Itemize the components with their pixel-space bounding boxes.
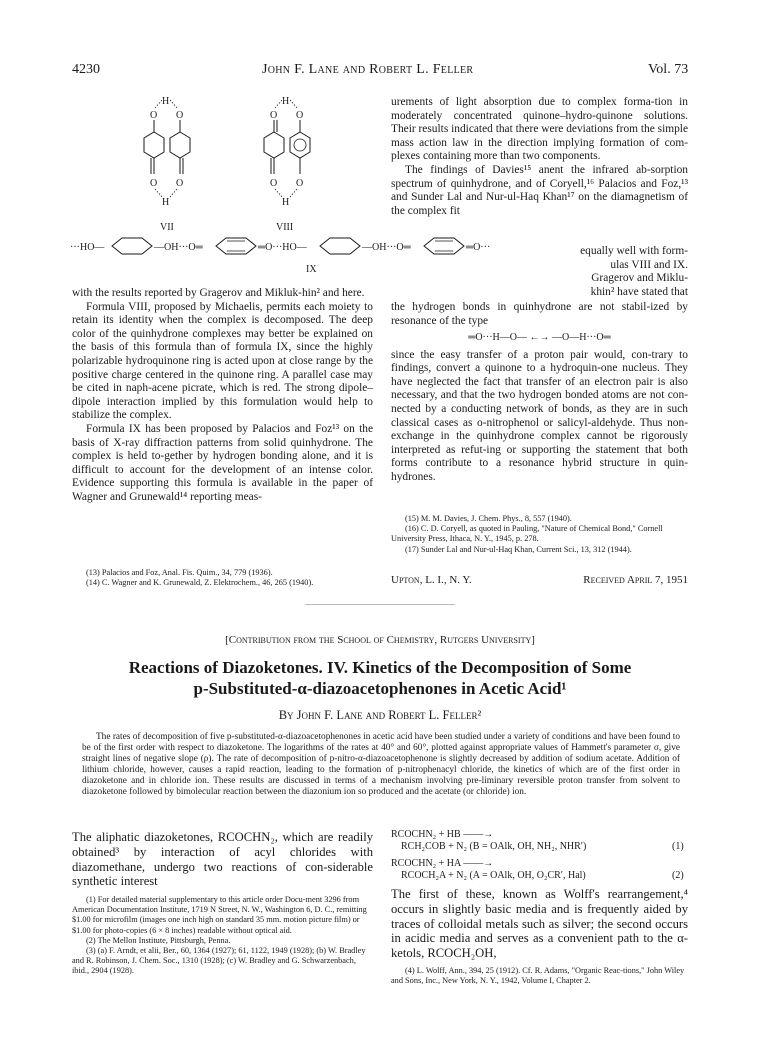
footnote-17: (17) Sunder Lal and Nur-ul-Haq Khan, Current Sci., 13, 312 (1944). [405,544,632,554]
contribution-line: [Contribution from the School of Chemistry, Rutgers University] [225,634,535,646]
right-footnotes [391,514,688,555]
paragraph-formula-ix: Formula IX has been proposed by Palacios and Foz¹³ on the basis of X-ray diffraction patterns from solid quinhydrone. The complex is held to-gether by hydrogen bonding alone, and it is difficult to account for the development of an intense color. Evidence supporting this formula is available in the paper of Wagner and Grunewald¹⁴ reporting meas- [72,422,373,503]
struct-vii-h-top: H [162,96,170,107]
page-number: 4230 [72,62,100,77]
left-column [72,287,373,505]
struct-viii-o4: O [296,178,304,189]
article-title-line2: p-Substituted-α-diazoacetophenones in Acetic Acid¹ [193,679,567,698]
paragraph-davies: The findings of Davies¹⁵ anent the infrared ab-sorption spectrum of quinhydrone, and of Coryell,¹⁶ Palacios and Foz,¹³ and Sunder Lal and Nur-ul-Haq Khan¹⁷ on the diamagnetism of the complex fit [391,163,688,217]
paragraph-davies-wrap-2: ulas VIII and IX. [610,258,688,271]
footnote-3: (3) (a) F. Arndt, et alii, Ber., 60, 1364 (1927); 61, 1122, 1949 (1928); (b) W. Bradley and R. Robinson, J. Chem. Soc., 1310 (1928); (c) W. Bradley and G. Schwarzenbach, ibid., 2904 (1928). [72,946,366,976]
struct-viii-h-top: H [282,96,290,107]
struct-vii-h-bottom: H [162,197,170,208]
received-date: Received April 7, 1951 [583,574,688,586]
paragraph-gragerov-wrap-2: khin² have stated that [590,285,688,298]
struct-ix-o-ho: ═O···HO— [258,242,307,253]
struct-vii-o1: O [150,110,158,121]
left-footnotes [72,568,373,588]
running-title: John F. Lane and Robert L. Feller [262,62,474,77]
abstract: The rates of decomposition of five p-substituted-α-diazoacetophenones in acetic acid have been studied under a variety of conditions and have been found to be of the first order with respect to diazoketone. The logarithms of the rates at 40° and 60°, plotted against appropriate values of Hammett's parameter σ, give straight lines of negative slope (ρ). The rate of decomposition of p-nitro-α-diazoacetophenone is slightly decreased by addition of sodium acetate. Addition of lithium chloride, however, causes a rapid reaction, leading to the formation of p-nitrophenacyl chloride, the kinetics of which are of the first order in diazoketone and in chloride ion. These results are discussed in terms of a mechanism involving pre-liminary reversible proton transfer from solvent to diazoketone followed by bimolecular reaction between the diazonium ion so produced and the acetate (or chloride) ion. [82,732,680,797]
paragraph-proton-transfer: since the easy transfer of a proton pair would, con-trary to findings, convert a quinone to a hydroquin-one nucleus. They have neglected the fact that transfer of an electron pair is also necessary, and that the two hydrogen bonded atoms are not con-nected by a conducting network of bonds, as they are in such classical cases as o-nitrophenol or salicyl-aldehyde. Thus non-exchange in the quinhydrone complex cannot be rigorously interpreted as refut-ing or supporting the statement that both forms contribute to a resonance hybrid structure in quin-hydrones. [391,348,688,484]
struct-ix-ho-left: ···HO— [70,242,105,253]
byline: By John F. Lane and Robert L. Feller² [278,708,482,722]
equation-2 [391,858,688,881]
footnote-15: (15) M. M. Davies, J. Chem. Phys., 8, 557 (1940). [405,514,572,523]
paragraph-davies-wrap-1: equally well with form- [580,245,688,257]
struct-vii-label: VII [160,222,174,233]
struct-ix-oh-o-2: —OH···O═ [362,242,411,253]
equation-1-products: RCH₂COB + N₂ (B = OAlk, OH, NH₂, NHR′) [401,840,587,852]
footnote-4: (4) L. Wolff, Ann., 394, 25 (1912). Cf. R. Adams, "Organic Reac-tions," John Wiley and Sons, Inc., New York, N. Y., 1942, Volume I, Chapter 2. [391,966,685,986]
right-column-body [391,301,688,485]
struct-vii-o3: O [150,178,158,189]
struct-viii-o2: O [296,110,304,121]
struct-viii-h-bottom: H [282,197,290,208]
equation-1 [391,829,688,852]
struct-ix-label: IX [306,264,317,275]
quinhydrone-structures-vii-viii [130,92,380,234]
place-line: Upton, L. I., N. Y. [391,574,472,586]
struct-ix-o-end: ═O··· [466,242,491,253]
right-column-wrap [480,245,688,299]
paragraph-aliphatic-diazoketones: The aliphatic diazoketones, RCOCHN₂, which are readily obtained³ by interaction of acyl chlorides with diazomethane, undergo two reactions of con-siderable synthetic interest [72,830,373,889]
equation-2-products: RCOCH₂A + N₂ (A = OAlk, OH, O₂CR′, Hal) [401,869,586,881]
paragraph-absorption-cont: urements of light absorption due to complex forma-tion in moderately concentrated quinone–hydro-quinone solutions. Their results indicated that there were deviations from the simple mass action law in the direction implying formation of com-plexes containing more than two components. [391,96,689,163]
struct-vii-o2: O [176,110,184,121]
equation-1-reactants: RCOCHN₂ + HB ——→ [391,829,494,840]
paragraph-formula-viii: Formula VIII, proposed by Michaelis, permits each moiety to retain its identity when the complex is decomposed. The deep color of the quinhydrone complexes may better be explained on the basis of this formula than of formula IX, since the highly polarizable hydroquinone ring is acted upon at close range by the positive charge centered in the quinone ring. A parallel case may be cited in naph-acene picrate, which is red. The strong dipole–dipole interaction implied by this formulation would help to stabilize the complex. [72,300,373,422]
paragraph-intro-results: with the results reported by Gragerov and Mikluk-hin² and here. [72,287,365,299]
struct-viii-o1: O [270,110,278,121]
right-column-top [391,96,688,218]
equation-2-reactants: RCOCHN₂ + HA ——→ [391,858,494,869]
equation-2-number: (2) [672,870,684,881]
paragraph-gragerov: the hydrogen bonds in quinhydrone are not stabil-ized by resonance of the type [391,301,688,327]
footnote-14: (14) C. Wagner and K. Grunewald, Z. Elektrochem., 46, 265 (1940). [86,578,314,588]
section-divider [305,604,455,605]
paragraph-wolff-rearrangement: The first of these, known as Wolff's rearrangement,⁴ occurs in slightly basic media and is frequently aided by traces of colloidal metals such as silver; the second occurs in acidic media and serves as a convenient path to the α-ketols, RCOCH₂OH, [391,887,688,961]
footnote-2: (2) The Mellon Institute, Pittsburgh, Penna. [86,935,231,945]
paragraph-gragerov-wrap-1: Gragerov and Miklu- [591,272,688,285]
footnote-13: (13) Palacios and Foz, Anal. Fis. Quim., 34, 779 (1936). [86,568,273,577]
volume-label: Vol. 73 [648,62,689,77]
struct-vii-o4: O [176,178,184,189]
bottom-left-footnotes [72,895,373,977]
struct-viii-label: VIII [276,222,294,233]
bottom-right-footnotes [391,966,688,986]
struct-ix-oh-o-1: —OH···O═ [154,242,203,253]
struct-viii-o3: O [270,178,278,189]
footnote-16: (16) C. D. Coryell, as quoted in Pauling, "Nature of Chemical Bond," Cornell University Press, Ithaca, N. Y., 1945, p. 278. [391,524,663,544]
equation-1-number: (1) [672,841,684,852]
footnote-1: (1) For detailed material supplementary to this article order Docu-ment 3296 from American Documentation Institute, 1719 N Street, N. W., Washington 6, D. C., remitting $1.00 for microfilm (images one inch high on standard 35 mm. motion picture film) or $1.00 for photo-copies (6 × 8 inches) readable without optical aid. [72,895,367,935]
article-title-line1: Reactions of Diazoketones. IV. Kinetics of the Decomposition of Some [128,658,632,677]
resonance-equation: ═O···H—O— ←→ —O—H···O═ [468,332,611,344]
